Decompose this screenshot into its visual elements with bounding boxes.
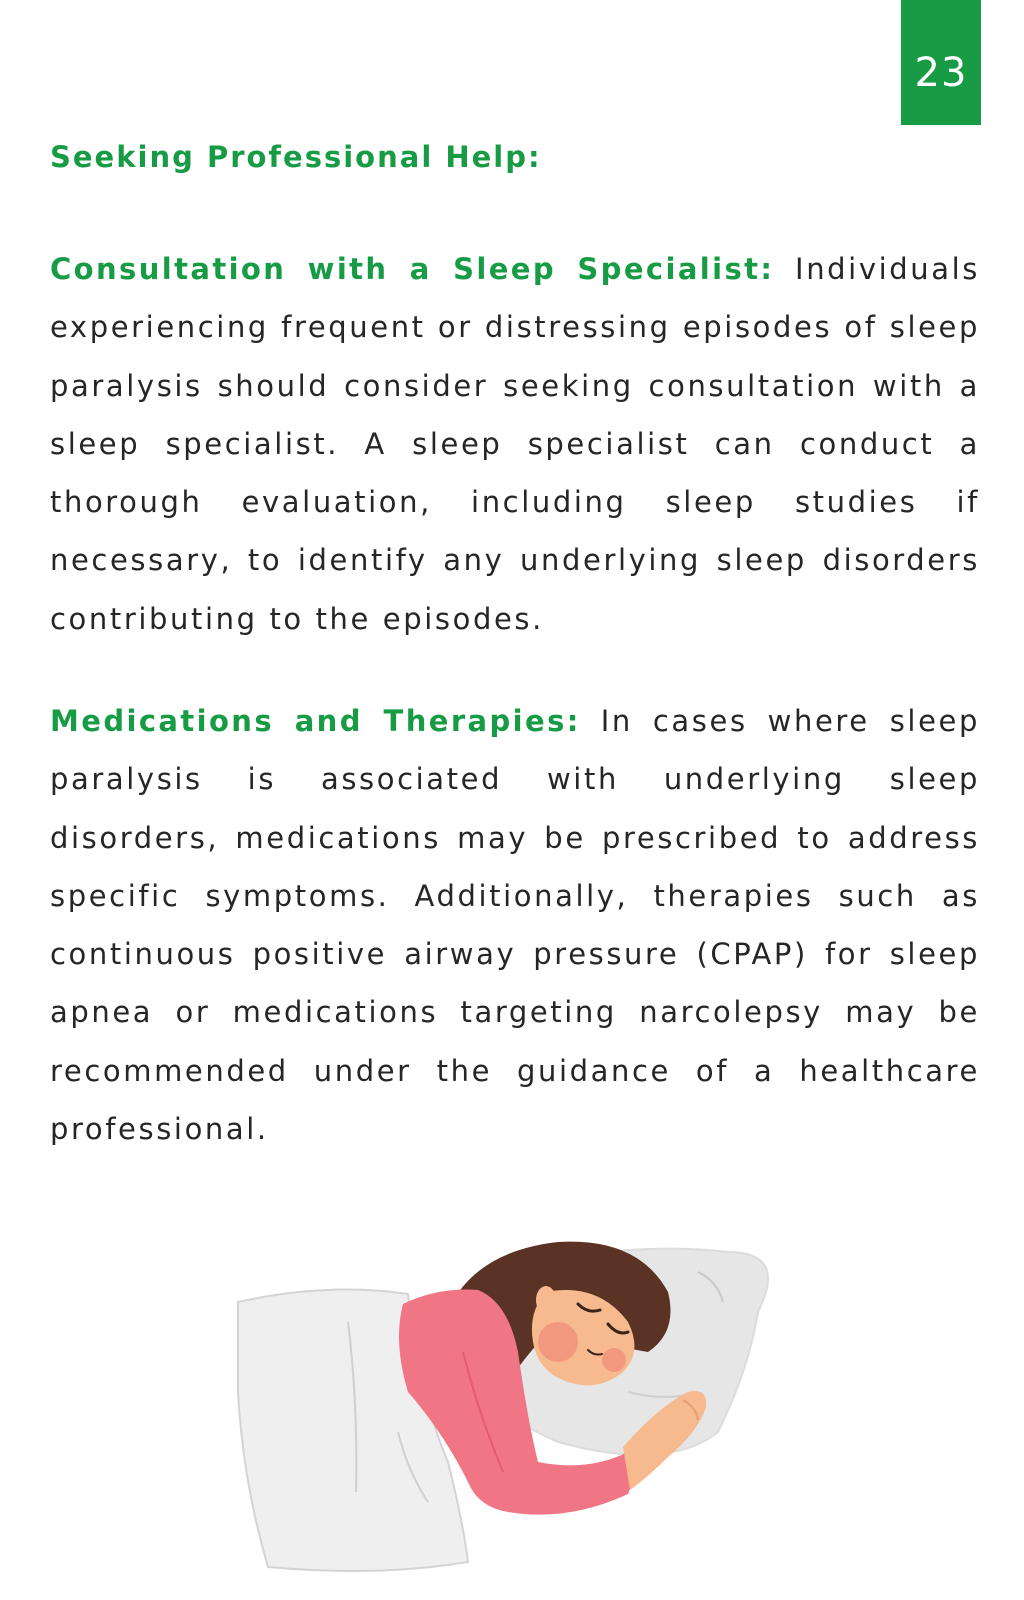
paragraph-body: Individuals experiencing frequent or distressing episodes of sleep paralysis should consider seeking consultation with a sleep specialist. A sleep specialist can conduct a thorough evaluation, including sleep studies if necessary, to identify any underlying sleep disorders contributing to the episodes. bbox=[50, 252, 980, 636]
sleeping-woman-illustration bbox=[228, 1232, 788, 1572]
paragraph-medications-therapies bbox=[50, 692, 980, 1158]
paragraph-body: In cases where sleep paralysis is associated with underlying sleep disorders, medications may be prescribed to address specific symptoms. Additionally, therapies such as continuous positive airway pressure (CPAP) for sleep apnea or medications targeting narcolepsy may be recommended under the guidance of a healthcare professional. bbox=[50, 704, 980, 1147]
paragraph-lead: Consultation with a Sleep Specialist: bbox=[50, 252, 775, 286]
paragraph-lead: Medications and Therapies: bbox=[50, 704, 581, 738]
page-number-badge bbox=[901, 0, 981, 125]
page-number: 23 bbox=[914, 49, 968, 96]
paragraph-sleep-specialist bbox=[50, 240, 980, 648]
section-heading: Seeking Professional Help: bbox=[50, 140, 542, 174]
